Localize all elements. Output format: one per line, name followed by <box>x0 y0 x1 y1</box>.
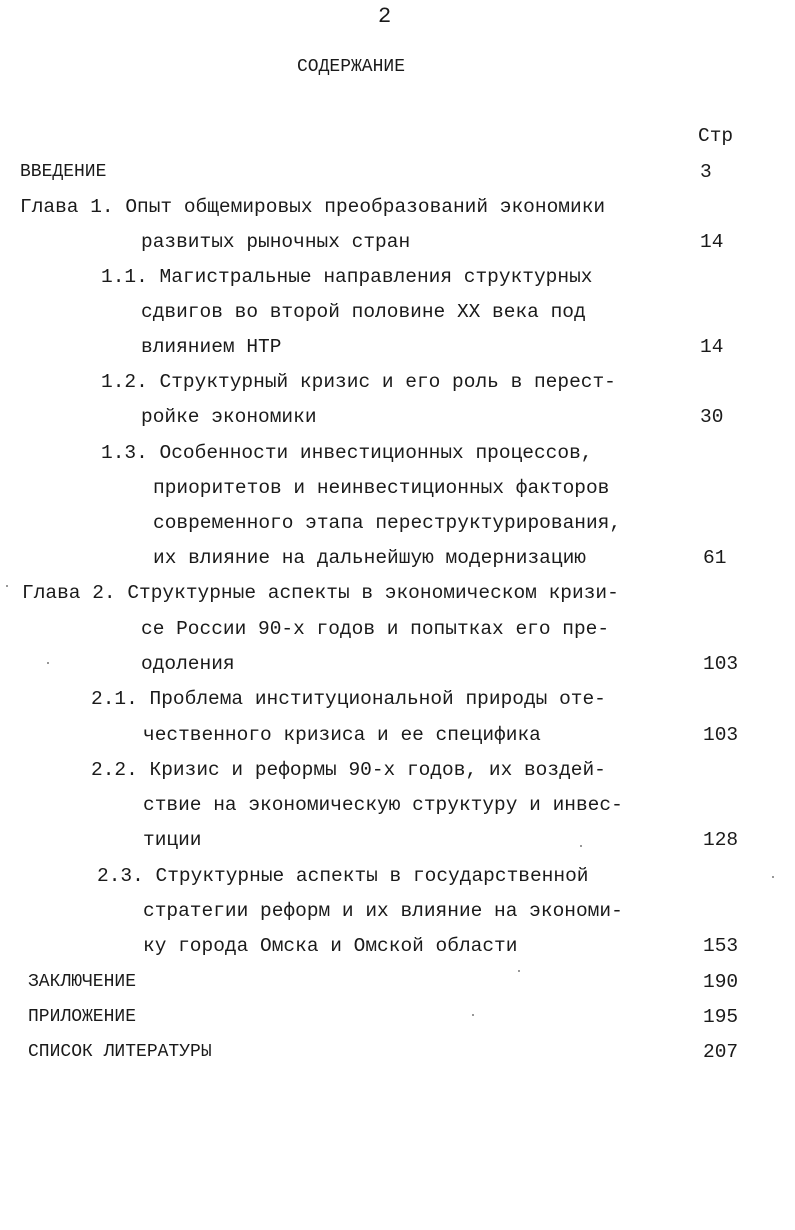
toc-entry-title: влиянием НТР <box>141 336 282 358</box>
toc-entry-page: 14 <box>700 231 724 253</box>
toc-entry-title: сдвигов во второй половине XX века под <box>141 301 586 323</box>
toc-entry-title: современного этапа переструктурирования, <box>153 512 622 534</box>
toc-entry-page: 128 <box>703 829 739 851</box>
toc-entry-title: Глава 2. Структурные аспекты в экономическом кризи- <box>22 582 619 604</box>
toc-entry-title: развитых рыночных стран <box>141 231 411 253</box>
scan-speck <box>6 585 8 587</box>
toc-entry-page: 207 <box>703 1041 739 1063</box>
toc-entry-title: ПРИЛОЖЕНИЕ <box>28 1007 137 1027</box>
toc-entry-title: тиции <box>143 829 202 851</box>
scan-speck <box>518 970 520 972</box>
toc-entry-page: 14 <box>700 336 724 358</box>
toc-entry-title: ройке экономики <box>141 406 317 428</box>
toc-entry-title: Глава 1. Опыт общемировых преобразований экономики <box>20 196 606 218</box>
toc-entry-page: 190 <box>703 971 739 993</box>
toc-entry-page: 61 <box>703 547 727 569</box>
toc-entry-page: 30 <box>700 406 724 428</box>
scan-speck <box>47 662 49 664</box>
toc-entry-title: 2.3. Структурные аспекты в государственной <box>97 865 589 887</box>
toc-entry-page: 195 <box>703 1006 739 1028</box>
toc-entry-title: ЗАКЛЮЧЕНИЕ <box>28 972 137 992</box>
toc-entry-title: чественного кризиса и ее специфика <box>143 724 541 746</box>
toc-entry-title: приоритетов и неинвестиционных факторов <box>153 477 610 499</box>
page-title: СОДЕРЖАНИЕ <box>297 57 406 77</box>
toc-entry-title: СПИСОК ЛИТЕРАТУРЫ <box>28 1042 212 1062</box>
toc-entry-title: ствие на экономическую структуру и инвес- <box>143 794 623 816</box>
page-column-header: Стр <box>698 125 734 147</box>
toc-entry-title: се России 90-х годов и попытках его пре- <box>141 618 610 640</box>
toc-entry-title: стратегии реформ и их влияние на экономи- <box>143 900 623 922</box>
page-number: 2 <box>378 4 392 29</box>
toc-entry-page: 3 <box>700 161 712 183</box>
toc-entry-title: 1.3. Особенности инвестиционных процессов, <box>101 442 593 464</box>
toc-entry-title: 1.1. Магистральные направления структурных <box>101 266 593 288</box>
toc-entry-title: ВВЕДЕНИЕ <box>20 162 107 182</box>
toc-entry-page: 153 <box>703 935 739 957</box>
scan-speck <box>472 1014 474 1016</box>
toc-entry-page: 103 <box>703 724 739 746</box>
scan-speck <box>772 876 774 878</box>
toc-entry-title: их влияние на дальнейшую модернизацию <box>153 547 586 569</box>
toc-entry-title: 2.1. Проблема институциональной природы оте- <box>91 688 606 710</box>
toc-entry-page: 103 <box>703 653 739 675</box>
toc-entry-title: одоления <box>141 653 235 675</box>
toc-entry-title: 1.2. Структурный кризис и его роль в перест- <box>101 371 616 393</box>
toc-entry-title: 2.2. Кризис и реформы 90-х годов, их воздей- <box>91 759 606 781</box>
toc-entry-title: ку города Омска и Омской области <box>143 935 518 957</box>
scan-speck <box>580 845 582 847</box>
